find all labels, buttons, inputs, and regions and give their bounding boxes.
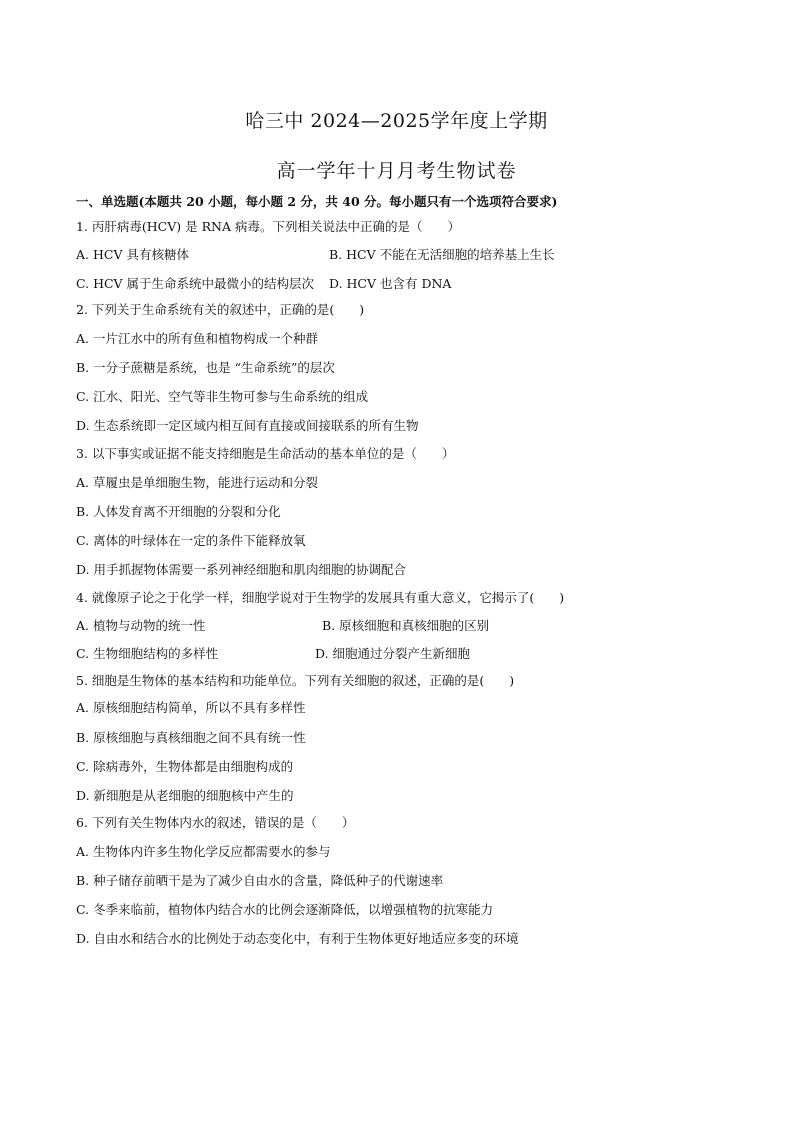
question-option: D. 用手抓握物体需要一系列神经细胞和肌肉细胞的协调配合 bbox=[76, 562, 407, 577]
question-option: D. HCV 也含有 DNA bbox=[329, 276, 452, 291]
question-option: A. HCV 具有核糖体 bbox=[76, 247, 189, 262]
question-stem: 5. 细胞是生物体的基本结构和功能单位。下列有关细胞的叙述，正确的是( ) bbox=[76, 673, 515, 688]
question-option: C. 生物细胞结构的多样性 bbox=[76, 646, 219, 661]
question-stem: 3. 以下事实或证据不能支持细胞是生命活动的基本单位的是（ ） bbox=[76, 446, 455, 461]
question-option: B. 原核细胞与真核细胞之间不具有统一性 bbox=[76, 730, 306, 745]
section-heading: 一、单选题(本题共 20 小题，每小题 2 分，共 40 分。每小题只有一个选项符合要求) bbox=[76, 194, 558, 209]
question-option: B. 人体发育离不开细胞的分裂和分化 bbox=[76, 504, 281, 519]
question-option: B. 原核细胞和真核细胞的区别 bbox=[322, 618, 490, 633]
question-option: D. 生态系统即一定区域内相互间有直接或间接联系的所有生物 bbox=[76, 418, 419, 433]
question-option: A. 原核细胞结构简单，所以不具有多样性 bbox=[76, 700, 306, 715]
question-stem: 4. 就像原子论之于化学一样，细胞学说对于生物学的发展具有重大意义，它揭示了( ) bbox=[76, 590, 565, 605]
question-option: D. 细胞通过分裂产生新细胞 bbox=[315, 646, 471, 661]
question-option: A. 植物与动物的统一性 bbox=[76, 618, 206, 633]
question-stem: 1. 丙肝病毒(HCV) 是 RNA 病毒。下列相关说法中正确的是（ ） bbox=[76, 219, 460, 234]
question-option: A. 生物体内许多生物化学反应都需要水的参与 bbox=[76, 844, 331, 859]
question-option: B. 种子储存前晒干是为了减少自由水的含量，降低种子的代谢速率 bbox=[76, 873, 444, 888]
question-stem: 2. 下列关于生命系统有关的叙述中，正确的是( ) bbox=[76, 302, 365, 317]
question-stem: 6. 下列有关生物体内水的叙述，错误的是（ ） bbox=[76, 815, 355, 830]
question-option: A. 一片江水中的所有鱼和植物构成一个种群 bbox=[76, 331, 318, 346]
question-option: D. 自由水和结合水的比例处于动态变化中，有利于生物体更好地适应多变的环境 bbox=[76, 931, 519, 946]
question-option: D. 新细胞是从老细胞的细胞核中产生的 bbox=[76, 788, 294, 803]
question-option: A. 草履虫是单细胞生物，能进行运动和分裂 bbox=[76, 475, 318, 490]
question-option: C. 江水、阳光、空气等非生物可参与生命系统的组成 bbox=[76, 389, 369, 404]
question-option: B. 一分子蔗糖是系统，也是 “生命系统”的层次 bbox=[76, 360, 335, 375]
question-option: C. 冬季来临前，植物体内结合水的比例会逐渐降低，以增强植物的抗寒能力 bbox=[76, 902, 494, 917]
question-option: B. HCV 不能在无活细胞的培养基上生长 bbox=[329, 247, 555, 262]
exam-title: 哈三中 2024—2025学年度上学期 bbox=[245, 110, 548, 132]
exam-subtitle: 高一学年十月月考生物试卷 bbox=[276, 160, 517, 182]
question-option: C. 除病毒外，生物体都是由细胞构成的 bbox=[76, 759, 294, 774]
question-option: C. 离体的叶绿体在一定的条件下能释放氧 bbox=[76, 533, 306, 548]
question-option: C. HCV 属于生命系统中最微小的结构层次 bbox=[76, 276, 315, 291]
